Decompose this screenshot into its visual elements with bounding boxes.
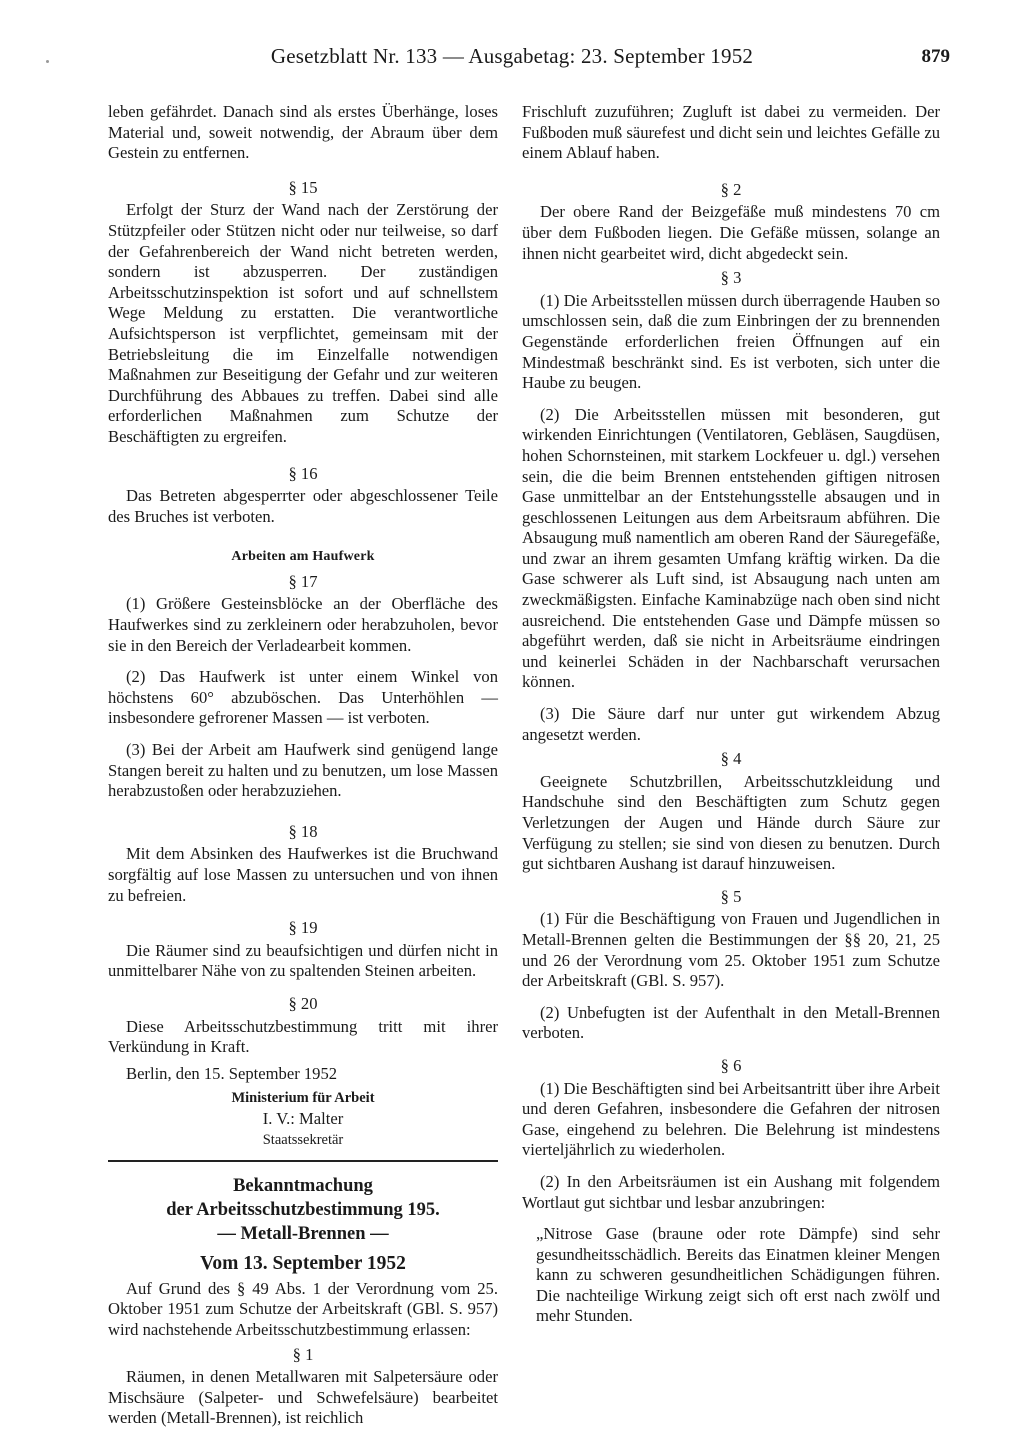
paragraph: Der obere Rand der Beizgefäße muß mindestens 70 cm über dem Fußboden liegen. Die Gefäße müssen, solange an ihnen nicht gearbeitet wird, dicht abgedeckt sein.	[522, 202, 940, 263]
place-date: Berlin, den 15. September 1952	[126, 1063, 338, 1083]
paragraph: leben gefährdet. Danach sind als erstes Überhänge, loses Material und, soweit notwendig, der Abraum über dem Gestein zu entfernen.	[108, 102, 498, 163]
left-column	[108, 102, 498, 1429]
section-heading: § 5	[720, 886, 742, 906]
subsection-heading: Arbeiten am Haufwerk	[231, 549, 375, 565]
paragraph: Diese Arbeitsschutzbestimmung tritt mit ihrer Verkündung in Kraft.	[108, 1016, 498, 1057]
paragraph: (3) Die Säure darf nur unter gut wirkendem Abzug angesetzt werden.	[522, 704, 940, 744]
notice-title-line: der Arbeitsschutzbestimmung 195.	[166, 1200, 440, 1221]
section-heading: § 15	[288, 177, 318, 197]
section-heading: § 3	[720, 268, 742, 288]
paragraph: (3) Bei der Arbeit am Haufwerk sind genügend lange Stangen bereit zu halten und zu benutzen, um lose Massen herabzustoßen oder herabzuziehen.	[108, 740, 498, 801]
paragraph: (2) In den Arbeitsräumen ist ein Aushang mit folgendem Wortlaut gut sichtbar und lesbar anzubringen:	[522, 1171, 940, 1212]
gazette-title: Gesetzblatt Nr. 133 — Ausgabetag: 23. September 1952	[270, 44, 754, 68]
section-heading: § 16	[288, 463, 318, 483]
section-heading: § 19	[288, 918, 318, 938]
paragraph: Die Räumer sind zu beaufsichtigen und dürfen nicht in unmittelbarer Nähe von zu spaltenden Steinen arbeiten.	[108, 940, 498, 981]
section-heading: § 17	[288, 571, 318, 591]
paragraph: (1) Für die Beschäftigung von Frauen und Jugendlichen in Metall-Brennen gelten die Bestimmungen der §§ 20, 21, 25 und 26 der Verordnung vom 25. Oktober 1951 zum Schutze der Arbeitskraft (GBl. S. 957).	[522, 909, 940, 991]
page-header	[0, 44, 1024, 80]
section-heading: § 18	[288, 821, 318, 841]
paragraph: Geeignete Schutzbrillen, Arbeitsschutzkleidung und Handschuhe sind den Beschäftigten zum Schutz gegen Verletzungen der Augen und Hände durch Säure zur Verfügung zu stellen; sie sind von diesen zu benutzen. Durch gut sichtbaren Aushang ist darauf hinzuweisen.	[522, 771, 940, 874]
section-heading: § 20	[288, 993, 318, 1013]
section-heading: § 1	[292, 1344, 314, 1364]
page-number: 879	[921, 46, 950, 67]
paragraph: (2) Unbefugten ist der Aufenthalt in den Metall-Brennen verboten.	[522, 1002, 940, 1043]
paragraph: (1) Größere Gesteinsblöcke an der Oberfläche des Haufwerkes sind zu zerkleinern oder herabzuholen, bevor sie in den Bereich der Verladearbeit kommen.	[108, 594, 498, 655]
section-heading: § 6	[720, 1055, 742, 1075]
paragraph: Das Betreten abgesperrter oder abgeschlossener Teile des Bruches ist verboten.	[108, 486, 498, 526]
ministry-name: Ministerium für Arbeit	[231, 1090, 375, 1107]
section-heading: § 2	[720, 179, 742, 199]
paragraph: (2) Die Arbeitsstellen müssen mit besonderen, gut wirkenden Einrichtungen (Ventilatoren, Gebläsen, Saugdüsen, hohen Schornsteinen, mit starkem Lockfeuer u. dgl.) versehen sein, die die beim Brennen entstehenden giftigen nitrosen Gase unmittelbar an der Entstehungsstelle absaugen und in geschlossenen Leitungen aus dem Arbeitsraum abführen. Die Absaugung muß namentlich am oberen Rand der Säuregefäße, und zwar an ihrem gesamten Umfang kräftig wirken. Da die Gase schwerer als Luft sind, ist Absaugung nach unten am zweckmäßigsten. Einfache Kaminabzüge nach oben sind nicht ausreichend. Die entstehenden Gase und Dämpfe müssen so abgeführt werden, daß sie nicht in Arbeitsräume eindringen und keinerlei Schäden in der Nachbarschaft verursachen können.	[522, 404, 940, 692]
notice-quote: „Nitrose Gase (braune oder rote Dämpfe) sind sehr gesundheitsschädlich. Bereits das Einatmen kleiner Mengen kann zu schweren gesundheitlichen Schädigungen führen. Die nachteilige Wirkung zeigt sich oft erst nach zwölf und mehr Stunden.	[536, 1224, 940, 1326]
notice-title-line: Bekanntmachung	[233, 1176, 373, 1197]
right-column	[522, 102, 940, 1327]
paragraph: (1) Die Arbeitsstellen müssen durch überragende Hauben so umschlossen sein, daß die zum Einbringen der zu brennenden Gegenstände erforderlichen freien Öffnungen auf ein Mindestmaß beschränkt sind. Es ist verboten, sich unter die Haube zu beugen.	[522, 290, 940, 393]
section-divider	[108, 1160, 498, 1162]
signer-name: I. V.: Malter	[262, 1108, 344, 1128]
section-heading: § 4	[720, 749, 742, 769]
paragraph: Räumen, in denen Metallwaren mit Salpetersäure oder Mischsäure (Salpeter- und Schwefelsäure) bearbeitet werden (Metall-Brennen), ist reichlich	[108, 1367, 498, 1428]
paragraph: Mit dem Absinken des Haufwerkes ist die Bruchwand sorgfältig auf lose Massen zu untersuchen und von ihnen zu befreien.	[108, 844, 498, 905]
paragraph: (2) Das Haufwerk ist unter einem Winkel von höchstens 60° abzuböschen. Das Unterhöhlen — insbesondere gefrorener Massen — ist verboten.	[108, 667, 498, 728]
notice-date: Vom 13. September 1952	[200, 1253, 406, 1275]
paragraph: (1) Die Beschäftigten sind bei Arbeitsantritt über ihre Arbeit und deren Gefahren, insbesondere die Gefahren der nitrosen Gase, eingehend zu belehren. Die Belehrung ist mindestens vierteljährlich zu wiederholen.	[522, 1078, 940, 1160]
paragraph: Erfolgt der Sturz der Wand nach der Zerstörung der Stützpfeiler oder Stützen nicht oder nur teilweise, so darf der Gefahrenbereich der Wand nicht betreten werden, sondern ist abzusperren. Der zuständigen Arbeitsschutzinspektion ist sofort und auf schnellstem Wege Meldung zu erstatten. Die verantwortliche Aufsichtsperson ist verpflichtet, gemeinsam mit der Betriebsleitung die im Einzelfalle notwendigen Maßnahmen zur Beseitigung der Gefahr und zur weiteren Durchführung des Abbaues zu treffen. Dabei sind alle erforderlichen Maßnahmen zum Schutze der Beschäftigten zu ergreifen.	[108, 200, 498, 446]
paragraph: Auf Grund des § 49 Abs. 1 der Verordnung vom 25. Oktober 1951 zum Schutze der Arbeitskraft (GBl. S. 957) wird nachstehende Arbeitsschutzbestimmung erlassen:	[108, 1278, 498, 1339]
notice-title-line: — Metall-Brennen —	[217, 1224, 389, 1245]
paragraph: Frischluft zuzuführen; Zugluft ist dabei zu vermeiden. Der Fußboden muß säurefest und dicht sein und leichtes Gefälle zu einem Ablauf haben.	[522, 102, 940, 163]
signer-title: Staatssekretär	[262, 1131, 344, 1148]
